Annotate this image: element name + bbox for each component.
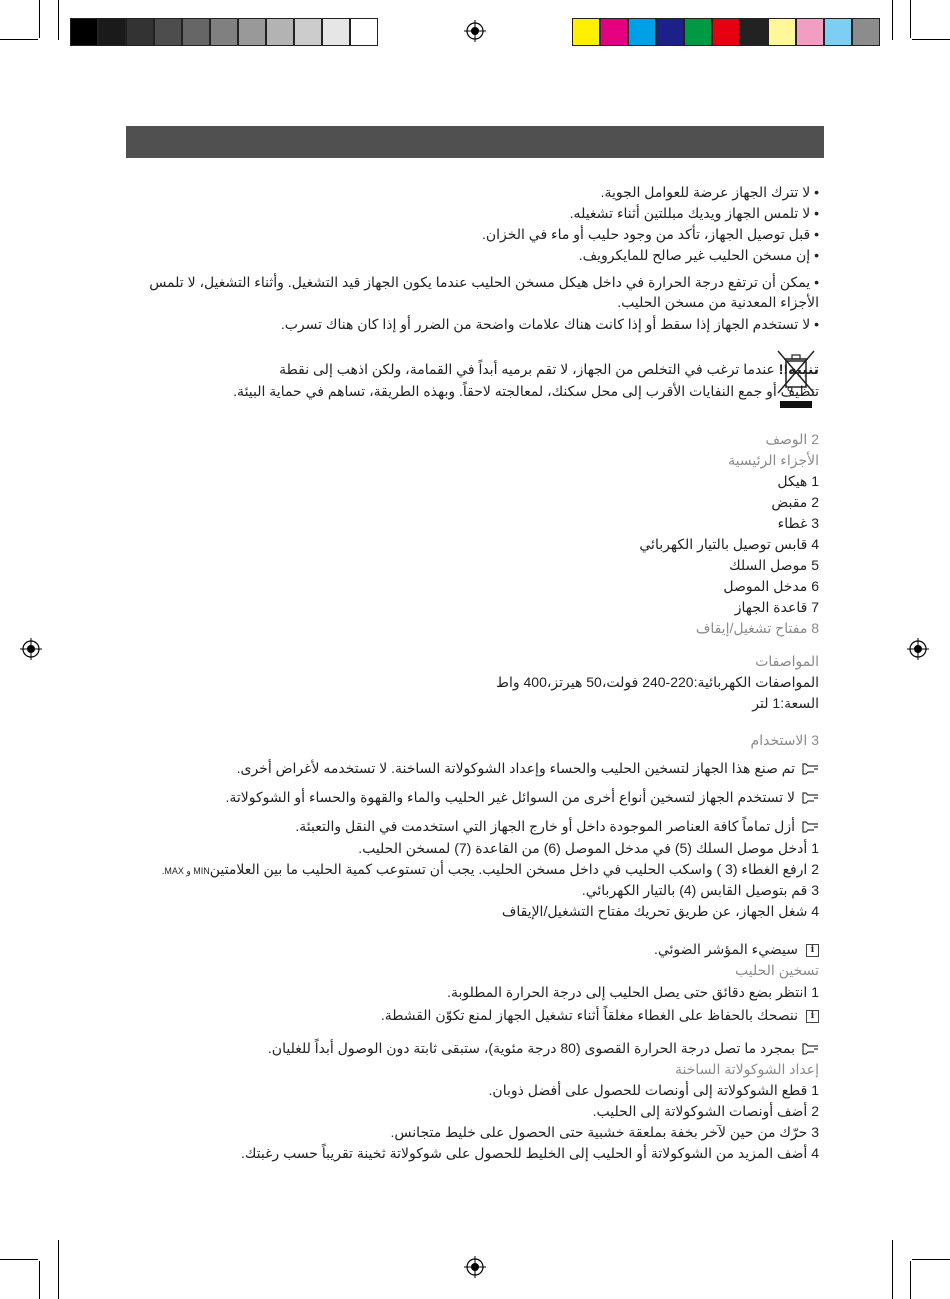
color-swatch <box>684 18 712 46</box>
color-swatch <box>656 18 684 46</box>
gray-swatch <box>70 18 98 46</box>
gray-swatch <box>238 18 266 46</box>
color-swatch <box>572 18 600 46</box>
info-icon: i <box>806 944 819 957</box>
usage-note <box>237 758 819 778</box>
chocolate-step: 3 حرّك من حين لآخر بخفة بملعقة خشبية حتى الحصول على خليط متجانس. <box>390 1124 819 1140</box>
section-title-usage: 3 الاستخدام <box>750 732 819 748</box>
section-title-specifications: المواصفات <box>755 653 819 669</box>
color-swatch <box>712 18 740 46</box>
gray-swatch <box>98 18 126 46</box>
safety-bullet: • لا تترك الجهاز عرضة للعوامل الجوية. <box>601 182 819 202</box>
pointing-hand-icon <box>801 763 819 775</box>
disposal-line-2: تنظيف أو جمع النفايات الأقرب إلى محل سكنك، لمعالجته لاحقاً. وبهذه الطريقة، تساهم في حماية البيئة. <box>233 383 819 399</box>
pointing-hand-icon <box>801 821 819 833</box>
registration-mark-icon <box>464 1256 486 1278</box>
min-max-marks: MIN و MAX. <box>161 866 210 876</box>
heating-note-text: بمجرد ما تصل درجة الحرارة القصوى (80 درجة مئوية)، ستبقى ثابتة دون الوصول أبداً للغليان. <box>267 1040 795 1056</box>
usage-note <box>295 816 819 836</box>
part-item: 4 قابس توصيل بالتيار الكهربائي <box>639 536 819 552</box>
part-item: 5 موصل السلك <box>729 557 819 573</box>
registration-mark-icon <box>907 638 929 660</box>
gray-swatch <box>294 18 322 46</box>
registration-mark-icon <box>20 638 42 660</box>
part-item: 1 هيكل <box>777 473 819 489</box>
subsection-title-chocolate: إعداد الشوكولاتة الساخنة <box>675 1061 819 1077</box>
info-note-text: ننصحك بالحفاظ على الغطاء مغلقاً أثناء تشغيل الجهاز لمنع تكوّن القشطة. <box>380 1007 798 1023</box>
usage-note-text: تم صنع هذا الجهاز لتسخين الحليب والحساء وإعداد الشوكولاتة الساخنة. لا تستخدمه لأغراض أخرى. <box>236 760 795 776</box>
color-swatch <box>824 18 852 46</box>
info-note <box>654 939 819 959</box>
chocolate-step: 2 أضف أونصات الشوكولاتة إلى الحليب. <box>592 1103 819 1119</box>
safety-bullet: • إن مسخن الحليب غير صالح للمايكرويف. <box>579 245 819 265</box>
spec-capacity: السعة:1 لتر <box>752 695 819 711</box>
chocolate-step: 1 قطع الشوكولاتة إلى أونصات للحصول على أفضل ذوبان. <box>488 1082 819 1098</box>
part-item: 6 مدخل الموصل <box>723 578 819 594</box>
usage-step-text: 2 ارفع الغطاء (3 ) واسكب الحليب في داخل مسخن الحليب. يجب أن تستوعب كمية الحليب ما بين العلامتين <box>209 861 819 877</box>
info-note-text: سيضيء المؤشر الضوئي. <box>653 941 798 957</box>
subsection-title-heating: تسخين الحليب <box>735 962 819 978</box>
gray-swatch <box>266 18 294 46</box>
info-icon: i <box>806 1010 819 1023</box>
pointing-hand-icon <box>801 1043 819 1055</box>
color-swatch <box>600 18 628 46</box>
part-item: 2 مقبض <box>771 494 819 510</box>
chocolate-step: 4 أضف المزيد من الشوكولاتة أو الحليب إلى الخليط للحصول على شوكولاتة ثخينة تقريباً حسب رغبتك. <box>240 1145 819 1161</box>
usage-step: 3 قم بتوصيل القابس (4) بالتيار الكهربائي. <box>581 882 819 898</box>
usage-note-text: لا تستخدم الجهاز لتسخين أنواع أخرى من السوائل غير الحليب والماء والقهوة والحساء أو الشوكولاتة. <box>225 789 795 805</box>
usage-step <box>162 859 819 881</box>
heating-step: 1 انتظر بضع دقائق حتى يصل الحليب إلى درجة الحرارة المطلوبة. <box>447 984 819 1000</box>
safety-bullet: • يمكن أن ترتفع درجة الحرارة في داخل هيكل مسخن الحليب عندما يكون الجهاز قيد التشغيل. وأثناء التشغيل، لا تلمس الأجزاء المعدنية من مسخن الحليب. <box>135 272 819 312</box>
usage-step: 4 شغل الجهاز، عن طريق تحريك مفتاح التشغيل/الإيقاف <box>501 903 819 919</box>
registration-mark-icon <box>464 20 486 42</box>
usage-note <box>225 787 819 807</box>
heating-note <box>268 1038 819 1058</box>
section-header-bar <box>126 126 824 158</box>
gray-swatch <box>350 18 378 46</box>
safety-bullet: • لا تلمس الجهاز ويديك مبللتين أثناء تشغيله. <box>570 203 819 223</box>
gray-swatch <box>126 18 154 46</box>
gray-swatch <box>154 18 182 46</box>
pointing-hand-icon <box>801 792 819 804</box>
disposal-line-1 <box>279 359 819 379</box>
color-swatch <box>740 18 768 46</box>
color-swatch <box>768 18 796 46</box>
part-item: 8 مفتاح تشغيل/إيقاف <box>695 620 819 636</box>
section-title-description: 2 الوصف <box>765 431 819 447</box>
spec-electrical: المواصفات الكهربائية:220-240 فولت،50 هيرتز،400 واط <box>496 674 819 690</box>
info-note <box>381 1005 819 1025</box>
part-item: 3 غطاء <box>777 515 819 531</box>
color-swatch <box>796 18 824 46</box>
subsection-title-main-parts: الأجزاء الرئيسية <box>728 452 819 468</box>
usage-note-text: أزل تماماً كافة العناصر الموجودة داخل أو خارج الجهاز التي استخدمت في النقل والتعبئة. <box>295 818 795 834</box>
gray-swatch <box>210 18 238 46</box>
disposal-warning-label: تنبيه!! <box>778 361 819 377</box>
crossed-bin-icon <box>776 347 816 411</box>
color-swatch <box>852 18 880 46</box>
gray-swatch <box>322 18 350 46</box>
usage-step: 1 أدخل موصل السلك (5) في مدخل الموصل (6) من القاعدة (7) لمسخن الحليب. <box>358 840 819 856</box>
gray-swatch <box>182 18 210 46</box>
color-swatch <box>628 18 656 46</box>
disposal-text: عندما ترغب في التخلص من الجهاز، لا تقم برميه أبداً في القمامة، ولكن اذهب إلى نقطة <box>279 361 779 377</box>
safety-bullet: • قبل توصيل الجهاز، تأكد من وجود حليب أو ماء في الخزان. <box>482 224 819 244</box>
part-item: 7 قاعدة الجهاز <box>734 599 819 615</box>
safety-bullet: • لا تستخدم الجهاز إذا سقط أو إذا كانت هناك علامات واضحة من الضرر أو إذا كان هناك تسرب. <box>281 314 819 334</box>
